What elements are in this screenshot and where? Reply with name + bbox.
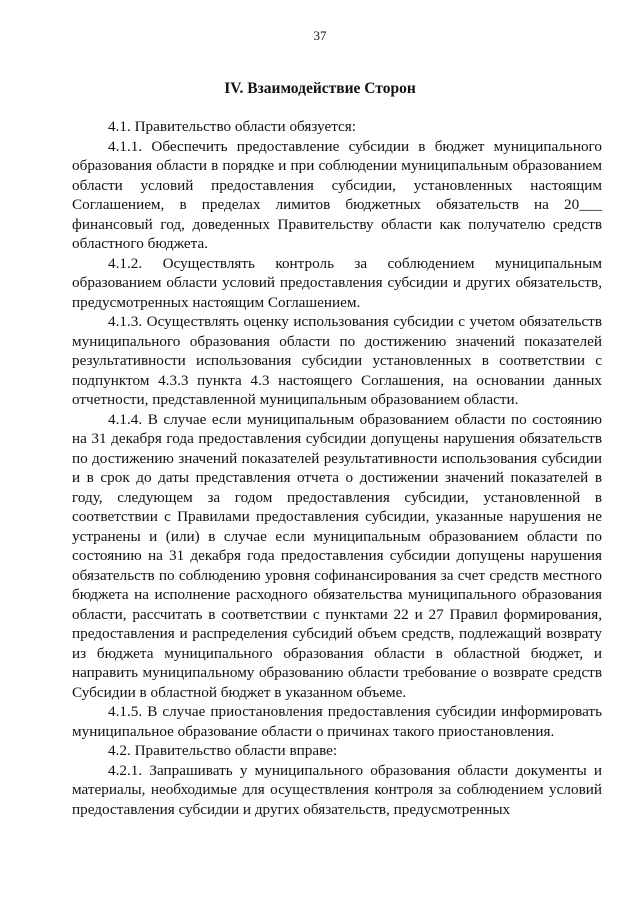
clause-4-1-1: 4.1.1. Обеспечить предоставление субсидии в бюджет муниципального образования области в порядке и при соблюдении муниципальным образованием области условий предоставления субсидии, установленных настоящим Соглашением, в пределах лимитов бюджетных обязательств на 20___ финансовый год, доведенных Правительству области как получателю средств областного бюджета.: [72, 137, 602, 252]
clause-4-2: 4.2. Правительство области вправе:: [108, 742, 338, 759]
clause-4-1-4: 4.1.4. В случае если муниципальным образованием области по состоянию на 31 декабря года предоставления субсидии допущены нарушения обязательств по достижению значений показателей результативности использования субсидии и в срок до даты представления отчета о достижении значений показателей в году, следующем за годом предоставления субсидии, установленной в соответствии с Правилами предоставления субсидии, указанные нарушения не устранены и (или) в случае если муниципальным образованием области по состоянию на 31 декабря года предоставления субсидии допущены нарушения обязательств по соблюдению уровня софинансирования за счет средств местного бюджета на исполнение расходного обязательства муниципального образования области, рассчитать в соответствии с пунктами 22 и 27 Правил формирования, предоставления и распределения субсидий объем средств, подлежащий возврату из бюджета муниципального образования области в областной бюджет, и направить муниципальному образованию области требование о возврате средств Субсидии в областной бюджет в указанном объеме.: [72, 410, 602, 701]
section-body: [72, 117, 602, 819]
page-number: 37: [313, 28, 327, 43]
clause-4-1-5: 4.1.5. В случае приостановления предоставления субсидии информировать муниципальное образование области о причинах такого приостановления.: [72, 703, 602, 740]
clause-4-2-1: 4.2.1. Запрашивать у муниципального образования области документы и материалы, необходимые для осуществления контроля за соблюдением условий предоставления субсидии и других обязательств, предусмотренных: [72, 761, 602, 818]
clause-4-1: 4.1. Правительство области обязуется:: [108, 118, 356, 135]
clause-4-1-3: 4.1.3. Осуществлять оценку использования субсидии с учетом обязательств муниципального образования области по достижению значений показателей результативности использования субсидии установленных в соответствии с подпунктом 4.3.3 пункта 4.3 настоящего Соглашения, на основании данных отчетности, представленной муниципальным образованием области.: [72, 313, 602, 408]
clause-4-1-2: 4.1.2. Осуществлять контроль за соблюдением муниципальным образованием области условий предоставления субсидии и других обязательств, предусмотренных настоящим Соглашением.: [72, 254, 602, 311]
section-title: IV. Взаимодействие Сторон: [224, 80, 416, 97]
